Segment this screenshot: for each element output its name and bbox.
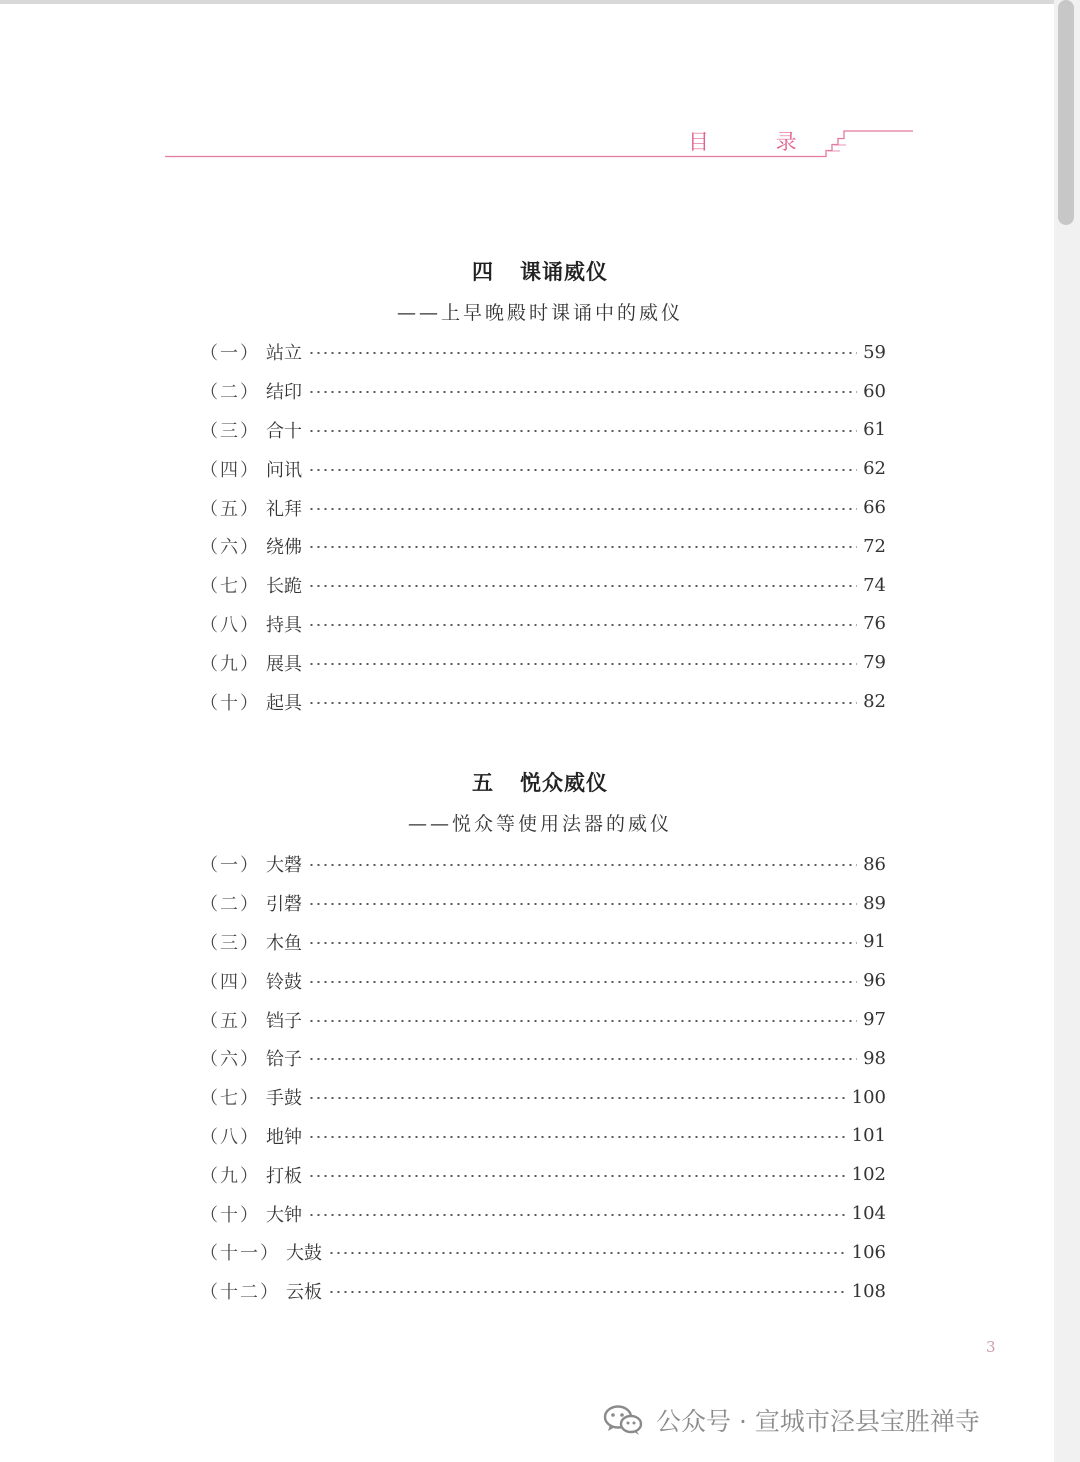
section-title-text: 课诵威仪	[520, 260, 608, 284]
toc-leader-dots	[308, 864, 857, 866]
header-decoration	[0, 0, 1080, 170]
toc-entry-label: 合十	[266, 420, 302, 442]
toc-entry-index: （四）	[200, 971, 260, 993]
toc-entry-label: 问讯	[266, 459, 302, 481]
toc-entry[interactable]	[200, 845, 886, 884]
toc-entry-label: 大钟	[266, 1204, 302, 1226]
toc-entry-label: 铃鼓	[266, 971, 302, 993]
toc-leader-dots	[308, 508, 857, 510]
toc-leader-dots	[308, 352, 857, 354]
toc-entry[interactable]	[200, 566, 886, 605]
toc-entry-label: 站立	[266, 343, 302, 365]
toc-entry[interactable]	[200, 884, 886, 923]
toc-leader-dots	[308, 1136, 846, 1138]
toc-entry-index: （十）	[200, 1204, 260, 1226]
toc-entry-page: 106	[851, 1241, 886, 1263]
header-step-line	[820, 131, 913, 157]
toc-entry-page: 104	[851, 1203, 886, 1225]
toc-entry-label: 大磬	[266, 855, 302, 877]
section-title-text: 悦众威仪	[520, 771, 608, 795]
toc-entry-index: （九）	[200, 653, 260, 675]
toc-leader-dots	[308, 546, 857, 548]
section-number: 五	[472, 771, 494, 795]
toc-entry-index: （三）	[200, 420, 260, 442]
toc-entry-index: （七）	[200, 1088, 260, 1110]
toc-entry-label: 引磬	[266, 894, 302, 916]
toc-entry-page: 91	[863, 931, 886, 953]
toc-entry-page: 98	[863, 1047, 886, 1069]
toc-entry-index: （三）	[200, 932, 260, 954]
toc-entry-index: （一）	[200, 855, 260, 877]
toc-entry[interactable]	[200, 372, 886, 411]
toc-leader-dots	[308, 1214, 846, 1216]
toc-entry-label: 地钟	[266, 1126, 302, 1148]
toc-leader-dots	[308, 942, 857, 944]
toc-entry-label: 手鼓	[266, 1088, 302, 1110]
toc-entry-page: 89	[863, 892, 886, 914]
toc-entry-page: 79	[863, 652, 886, 674]
toc-entry-page: 97	[863, 1009, 886, 1031]
toc-entry[interactable]	[200, 488, 886, 527]
toc-entry-page: 82	[863, 691, 886, 713]
toc-entry-page: 62	[863, 458, 886, 480]
toc-entry-index: （七）	[200, 576, 260, 598]
toc-entry[interactable]	[200, 961, 886, 1000]
toc-entry-index: （十）	[200, 692, 260, 714]
page-number: 3	[986, 1338, 996, 1356]
toc-entry-index: （十二）	[200, 1282, 280, 1304]
toc-entry[interactable]	[200, 923, 886, 962]
toc-entry-page: 59	[863, 341, 886, 363]
toc-leader-dots	[308, 981, 857, 983]
toc-leader-dots	[308, 391, 857, 393]
toc-leader-dots	[308, 903, 857, 905]
header-title: 目 录	[688, 130, 827, 154]
toc-leader-dots	[308, 702, 857, 704]
toc-entry[interactable]	[200, 1000, 886, 1039]
toc-leader-dots	[308, 1097, 846, 1099]
toc-entry-index: （八）	[200, 614, 260, 636]
toc-entry-label: 木鱼	[266, 932, 302, 954]
toc-entry-index: （十一）	[200, 1243, 280, 1265]
toc-entry[interactable]	[200, 1233, 886, 1272]
toc-entry[interactable]	[200, 1117, 886, 1156]
toc-entry-index: （五）	[200, 498, 260, 520]
toc-leader-dots	[308, 624, 857, 626]
toc-entry-label: 大鼓	[286, 1243, 322, 1265]
toc-leader-dots	[308, 585, 857, 587]
section-number: 四	[472, 260, 494, 284]
toc-entry-label: 起具	[266, 692, 302, 714]
watermark	[602, 1400, 980, 1440]
toc-entry[interactable]	[200, 411, 886, 450]
toc-leader-dots	[328, 1291, 846, 1293]
toc-entry[interactable]	[200, 333, 886, 372]
toc-entry-page: 101	[851, 1125, 886, 1147]
toc-entry[interactable]	[200, 605, 886, 644]
wechat-icon	[602, 1403, 644, 1437]
toc-list	[200, 845, 886, 1311]
scrollbar-track[interactable]	[1054, 0, 1080, 1462]
section-title	[0, 767, 1080, 797]
toc-entry-index: （二）	[200, 382, 260, 404]
section-title	[0, 256, 1080, 286]
toc-entry-label: 绕佛	[266, 537, 302, 559]
toc-entry[interactable]	[200, 1078, 886, 1117]
toc-entry-page: 108	[851, 1280, 886, 1302]
section-subtitle: ——上早晚殿时课诵中的威仪	[396, 302, 683, 324]
toc-entry[interactable]	[200, 1272, 886, 1311]
toc-entry-page: 102	[851, 1164, 886, 1186]
toc-entry-page: 96	[863, 970, 886, 992]
toc-entry[interactable]	[200, 682, 886, 721]
toc-entry-page: 100	[851, 1086, 886, 1108]
toc-entry-index: （二）	[200, 894, 260, 916]
toc-entry-label: 持具	[266, 614, 302, 636]
toc-leader-dots	[308, 430, 857, 432]
toc-entry-page: 72	[863, 535, 886, 557]
toc-entry-index: （九）	[200, 1165, 260, 1187]
toc-entry-label: 展具	[266, 653, 302, 675]
watermark-text: 公众号 · 宣城市泾县宝胜禅寺	[656, 1407, 980, 1436]
toc-entry-index: （四）	[200, 459, 260, 481]
toc-leader-dots	[308, 663, 857, 665]
toc-entry-index: （八）	[200, 1126, 260, 1148]
toc-entry-index: （六）	[200, 537, 260, 559]
toc-entry-page: 60	[863, 380, 886, 402]
toc-entry[interactable]	[200, 527, 886, 566]
toc-list	[200, 333, 886, 721]
toc-entry-index: （一）	[200, 343, 260, 365]
toc-leader-dots	[308, 1175, 846, 1177]
toc-entry-label: 打板	[266, 1165, 302, 1187]
toc-entry-page: 74	[863, 574, 886, 596]
toc-entry[interactable]	[200, 1039, 886, 1078]
toc-entry-label: 结印	[266, 382, 302, 404]
toc-entry-label: 长跪	[266, 576, 302, 598]
toc-leader-dots	[308, 469, 857, 471]
section-subtitle: ——悦众等使用法器的威仪	[407, 813, 672, 835]
toc-entry-page: 86	[863, 853, 886, 875]
toc-entry-page: 66	[863, 497, 886, 519]
toc-entry[interactable]	[200, 1155, 886, 1194]
toc-entry-label: 云板	[286, 1282, 322, 1304]
toc-entry-page: 61	[863, 419, 886, 441]
toc-leader-dots	[308, 1058, 857, 1060]
toc-entry-index: （五）	[200, 1010, 260, 1032]
toc-entry-page: 76	[863, 613, 886, 635]
toc-entry[interactable]	[200, 1194, 886, 1233]
toc-leader-dots	[308, 1020, 857, 1022]
toc-entry-label: 铛子	[266, 1010, 302, 1032]
toc-entry[interactable]	[200, 449, 886, 488]
toc-entry-index: （六）	[200, 1049, 260, 1071]
toc-entry-label: 铪子	[266, 1049, 302, 1071]
toc-entry[interactable]	[200, 643, 886, 682]
toc-leader-dots	[328, 1252, 846, 1254]
toc-entry-label: 礼拜	[266, 498, 302, 520]
